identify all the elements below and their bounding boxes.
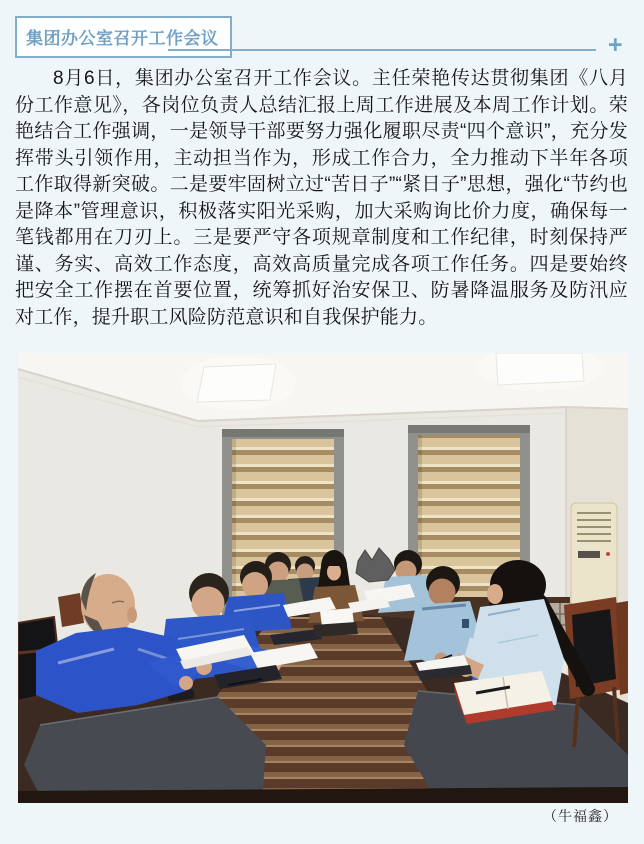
meeting-photo	[18, 353, 628, 803]
photo-caption: （牛福鑫）	[543, 808, 618, 824]
article-title-box	[15, 16, 232, 58]
article-paragraph: 8月6日，集团办公室召开工作会议。主任荣艳传达贯彻集团《八月份工作意见》，各岗位负责人总结汇报上周工作进展及本周工作计划。荣艳结合工作强调，一是领导干部要努力强化履职尽责“四个意识”，充分发挥带头引领作用，主动担当作为，形成工作合力，全力推动下半年各项工作取得新突破。二是要牢固树立过“苦日子”“紧日子”思想，强化“节约也是降本”管理意识，积极落实阳光采购，加大采购询比价力度，确保每一笔钱都用在刀刃上。三是要严守各项规章制度和工作纪律，时刻保持严谨、务实、高效工作态度，高效高质量完成各项工作任务。四是要始终把安全工作摆在首要位置，统筹抓好治安保卫、防暑降温服务及防汛应对工作，提升职工风险防范意识和自我保护能力。	[15, 68, 628, 328]
plus-icon: +	[608, 31, 623, 59]
title-underline	[168, 49, 596, 51]
article-title: 集团办公室召开工作会议	[26, 29, 219, 48]
